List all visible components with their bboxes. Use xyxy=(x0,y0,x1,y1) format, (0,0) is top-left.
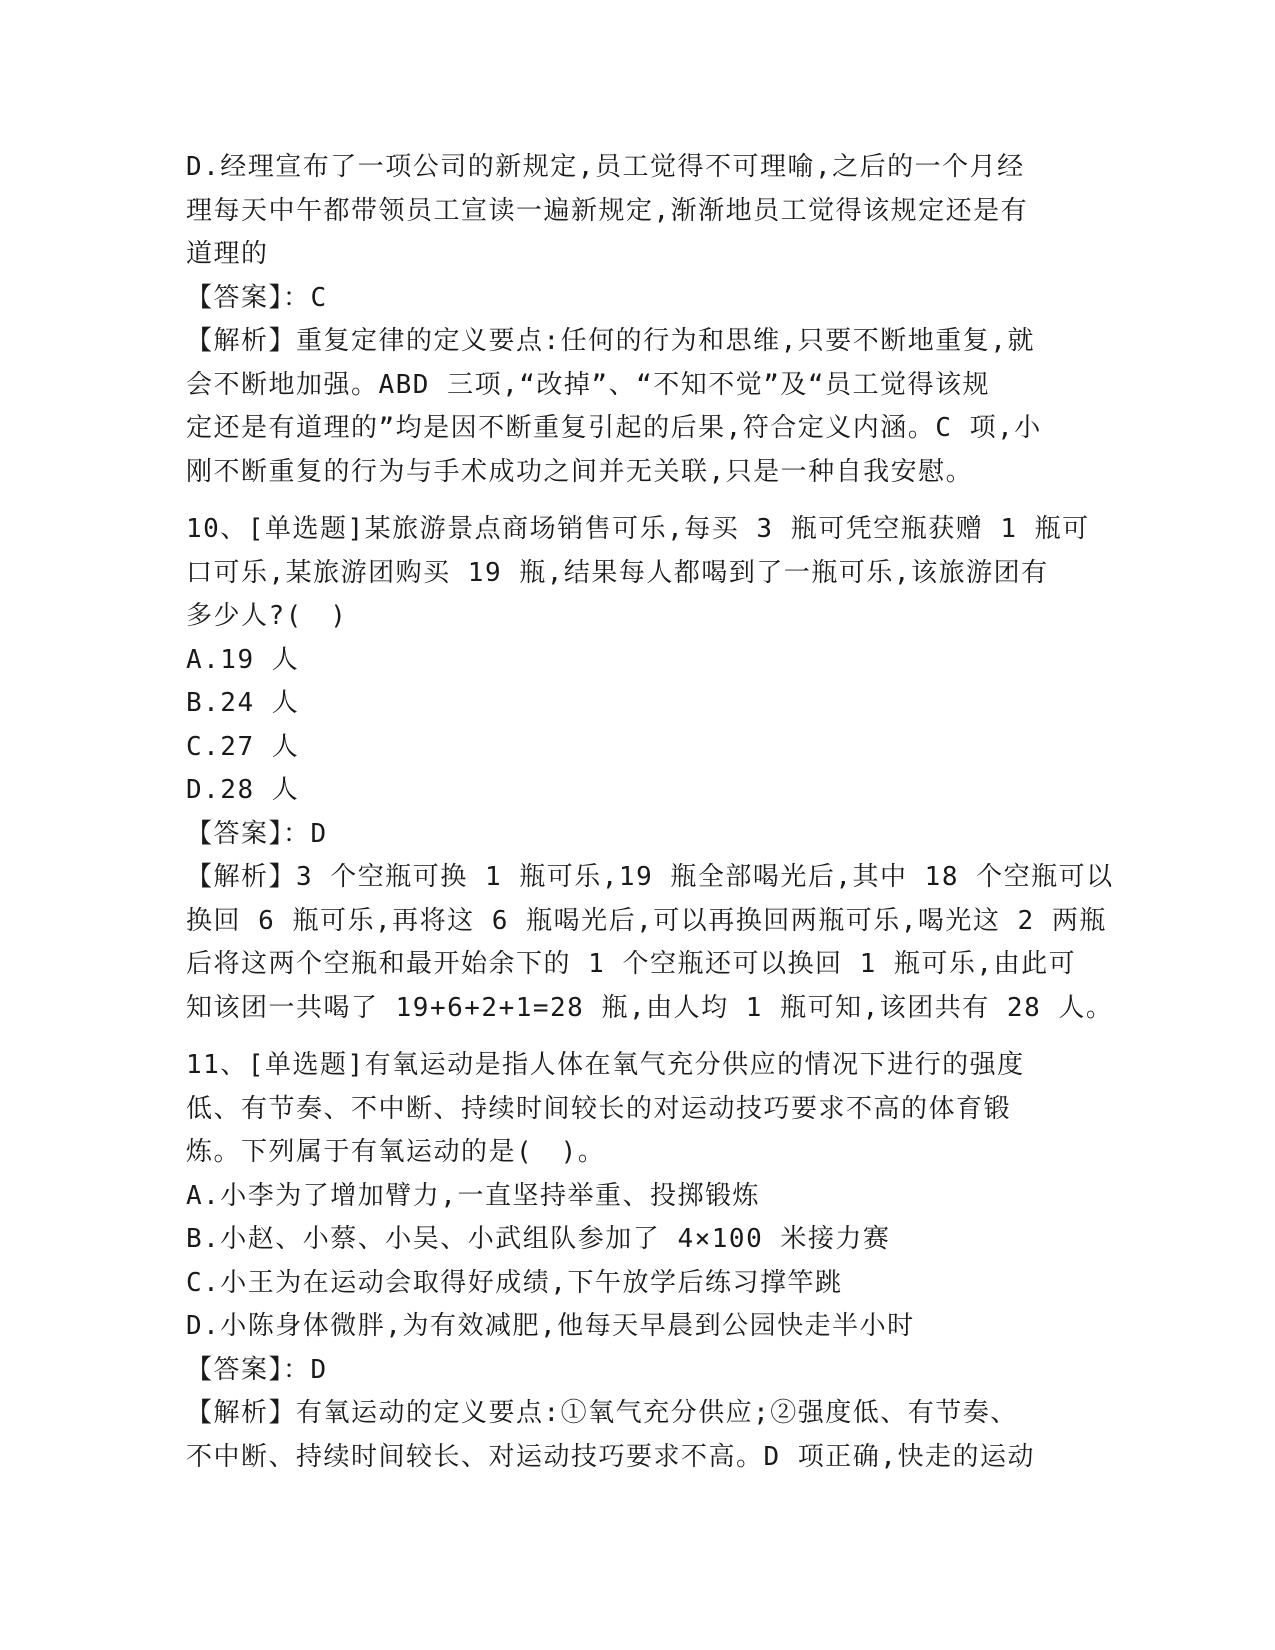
spacer xyxy=(186,1030,1086,1044)
analysis-line-2: 会不断地加强。ABD 三项,“改掉”、“不知不觉”及“员工觉得该规 xyxy=(186,369,991,400)
question-line-3: 多少人?( ) xyxy=(186,601,348,631)
spacer xyxy=(186,494,1086,508)
analysis-line-3: 后将这两个空瓶和最开始余下的 1 个空瓶还可以换回 1 瓶可乐,由此可 xyxy=(186,949,1077,979)
option-d-line-3: 道理的 xyxy=(186,239,269,269)
analysis-line-2: 不中断、持续时间较长、对运动技巧要求不高。D 项正确,快走的运动 xyxy=(186,1441,1035,1472)
option-c: C.小王为在运动会取得好成绩,下午放学后练习撑竿跳 xyxy=(186,1267,843,1298)
option-a: A.小李为了增加臂力,一直坚持举重、投掷锻炼 xyxy=(186,1180,760,1211)
document-page xyxy=(186,146,1114,1479)
option-d: D.28 人 xyxy=(186,775,300,805)
option-c: C.27 人 xyxy=(186,731,300,762)
option-b: B.24 人 xyxy=(186,688,300,718)
option-a: A.19 人 xyxy=(186,644,300,675)
question-11 xyxy=(186,1044,1086,1479)
option-b: B.小赵、小蔡、小吴、小武组队参加了 4×100 米接力赛 xyxy=(186,1224,891,1254)
question-line-3: 炼。下列属于有氧运动的是( )。 xyxy=(186,1137,606,1167)
analysis-line-4: 知该团一共喝了 19+6+2+1=28 瓶,由人均 1 瓶可知,该团共有 28 人。 xyxy=(186,992,1114,1023)
option-d-line-1: D.经理宣布了一项公司的新规定,员工觉得不可理喻,之后的一个月经 xyxy=(186,152,1025,182)
question-line-1: 11、[单选题]有氧运动是指人体在氧气充分供应的情况下进行的强度 xyxy=(186,1050,1025,1080)
question-10 xyxy=(186,508,1114,1030)
answer-line: 【答案】：C xyxy=(186,282,328,313)
answer-line: 【答案】：D xyxy=(186,1354,328,1385)
question-line-2: 口可乐,某旅游团购买 19 瓶,结果每人都喝到了一瓶可乐,该旅游团有 xyxy=(186,557,1049,588)
option-d: D.小陈身体微胖,为有效减肥,他每天早晨到公园快走半小时 xyxy=(186,1311,915,1341)
analysis-line-1: 【解析】有氧运动的定义要点:①氧气充分供应;②强度低、有节奏、 xyxy=(186,1398,1018,1428)
analysis-line-3: 定还是有道理的”均是因不断重复引起的后果,符合定义内涵。C 项,小 xyxy=(186,413,1042,443)
analysis-line-4: 刚不断重复的行为与手术成功之间并无关联,只是一种自我安慰。 xyxy=(186,456,974,487)
analysis-line-2: 换回 6 瓶可乐,再将这 6 瓶喝光后,可以再换回两瓶可乐,喝光这 2 两瓶 xyxy=(186,905,1107,936)
analysis-line-1: 【解析】重复定律的定义要点:任何的行为和思维,只要不断地重复,就 xyxy=(186,326,1035,356)
option-d-line-2: 理每天中午都带领员工宣读一遍新规定,渐渐地员工觉得该规定还是有 xyxy=(186,195,1029,226)
question-9-tail xyxy=(186,146,1086,494)
answer-line: 【答案】：D xyxy=(186,818,328,849)
question-line-2: 低、有节奏、不中断、持续时间较长的对运动技巧要求不高的体育锻 xyxy=(186,1093,1012,1124)
question-line-1: 10、[单选题]某旅游景点商场销售可乐,每买 3 瓶可凭空瓶获赠 1 瓶可 xyxy=(186,514,1090,544)
analysis-line-1: 【解析】3 个空瓶可换 1 瓶可乐,19 瓶全部喝光后,其中 18 个空瓶可以 xyxy=(186,862,1114,892)
